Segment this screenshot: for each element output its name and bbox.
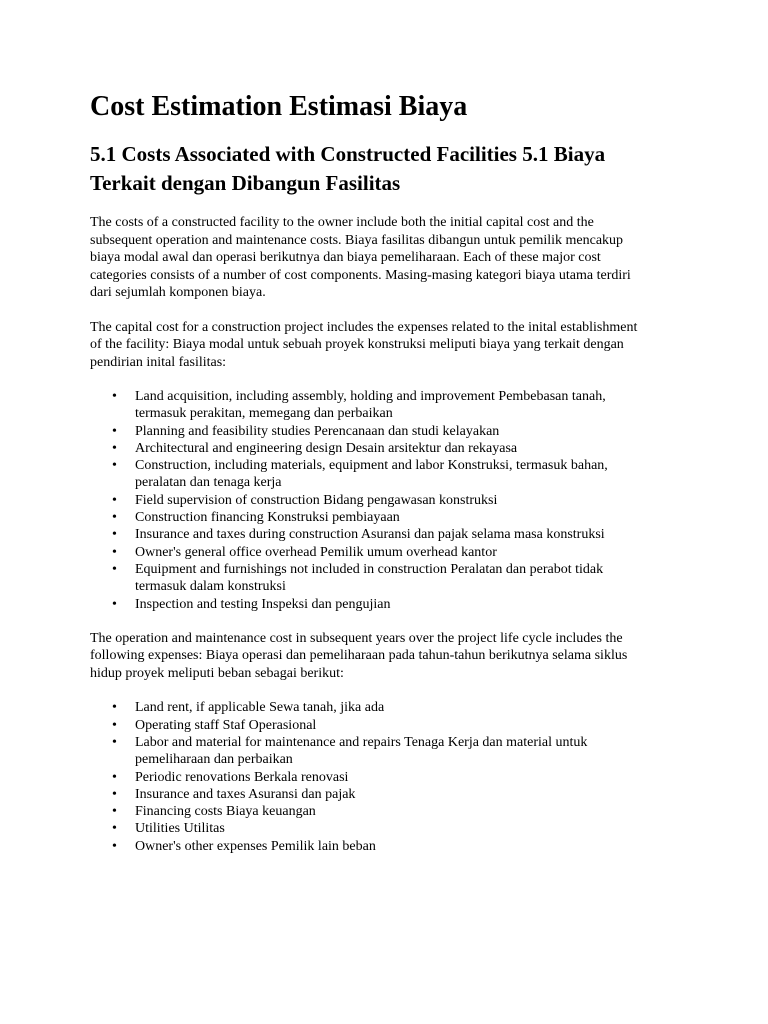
bullet-icon: • [112,458,117,474]
list-item-text: Land acquisition, including assembly, holding and improvement Pembebasan tanah, termasuk perakitan, memegang dan perbaikan [135,389,606,422]
list-item [90,769,655,786]
bullet-icon: • [112,838,117,854]
list-item-text: Insurance and taxes during construction Asuransi dan pajak selama masa konstruksi [135,527,605,543]
bullet-icon: • [112,561,117,577]
list-item [90,457,655,492]
list-item [90,717,655,734]
document-page [90,88,750,872]
bullet-icon: • [112,544,117,560]
list-item [90,820,655,837]
bullet-icon: • [112,492,117,508]
capital-cost-paragraph: The capital cost for a construction project includes the expenses related to the inital establishment of the facility: Biaya modal untuk sebuah proyek konstruksi meliputi biaya yang terkait dengan pendirian inital fasilitas: [90,319,638,370]
list-item-text: Architectural and engineering design Desain arsitektur dan rekayasa [135,440,518,456]
list-item-text: Operating staff Staf Operasional [135,717,317,733]
intro-paragraph: The costs of a constructed facility to the owner include both the initial capital cost and the subsequent operation and maintenance costs. Biaya fasilitas dibangun untuk pemilik mencakup biaya modal awal dan operasi berikutnya dan biaya pemeliharaan. Each of these major cost categories consists of a number of cost components. Masing-masing kategori biaya utama terdiri dari sejumlah komponen biaya. [90,215,631,300]
bullet-icon: • [112,804,117,820]
list-item [90,388,655,423]
list-item [90,509,655,526]
bullet-icon: • [112,389,117,404]
list-item [90,544,655,561]
list-item-text: Labor and material for maintenance and repairs Tenaga Kerja dan material untuk pemeliharaan dan perbaikan [135,734,588,768]
list-item-text: Periodic renovations Berkala renovasi [135,769,349,785]
list-item-text: Field supervision of construction Bidang pengawasan konstruksi [135,492,498,508]
list-item-text: Inspection and testing Inspeksi dan pengujian [135,596,391,612]
operation-cost-paragraph: The operation and maintenance cost in subsequent years over the project life cycle includes the following expenses: Biaya operasi dan pemeliharaan pada tahun-tahun berikutnya selama siklus hidup proyek meliputi beban sebagai berikut: [90,630,628,681]
list-item-text: Owner's other expenses Pemilik lain beban [135,838,376,854]
bullet-icon: • [112,700,117,716]
list-item-text: Construction, including materials, equipment and labor Konstruksi, termasuk bahan, peralatan dan tenaga kerja [135,458,608,491]
list-item [90,734,655,769]
section-heading: 5.1 Costs Associated with Constructed Facilities 5.1 Biaya Terkait dengan Dibangun Fasilitas [90,142,606,195]
capital-cost-list [90,388,750,613]
bullet-icon: • [112,423,117,439]
list-item-text: Planning and feasibility studies Perencanaan dan studi kelayakan [135,423,500,439]
list-item [90,699,655,716]
bullet-icon: • [112,596,117,612]
bullet-icon: • [112,440,117,456]
list-item [90,803,655,820]
bullet-icon: • [112,510,117,526]
list-item [90,786,655,803]
list-item-text: Equipment and furnishings not included in construction Peralatan dan perabot tidak termasuk dalam konstruksi [135,561,604,595]
bullet-icon: • [112,734,117,750]
list-item [90,596,655,613]
list-item-text: Utilities Utilitas [135,821,225,837]
list-item-text: Owner's general office overhead Pemilik umum overhead kantor [135,544,497,560]
list-item [90,423,655,440]
list-item [90,492,655,509]
list-item-text: Financing costs Biaya keuangan [135,804,316,820]
bullet-icon: • [112,786,117,802]
list-item-text: Land rent, if applicable Sewa tanah, jika ada [135,700,385,716]
list-item [90,838,655,855]
bullet-icon: • [112,527,117,543]
page-title: Cost Estimation Estimasi Biaya [90,91,468,122]
list-item-text: Construction financing Konstruksi pembiayaan [135,510,400,526]
bullet-icon: • [112,769,117,785]
list-item [90,440,655,457]
list-item [90,561,655,596]
bullet-icon: • [112,717,117,733]
list-item [90,526,655,543]
operation-cost-list [90,699,750,855]
bullet-icon: • [112,821,117,837]
list-item-text: Insurance and taxes Asuransi dan pajak [135,786,356,802]
